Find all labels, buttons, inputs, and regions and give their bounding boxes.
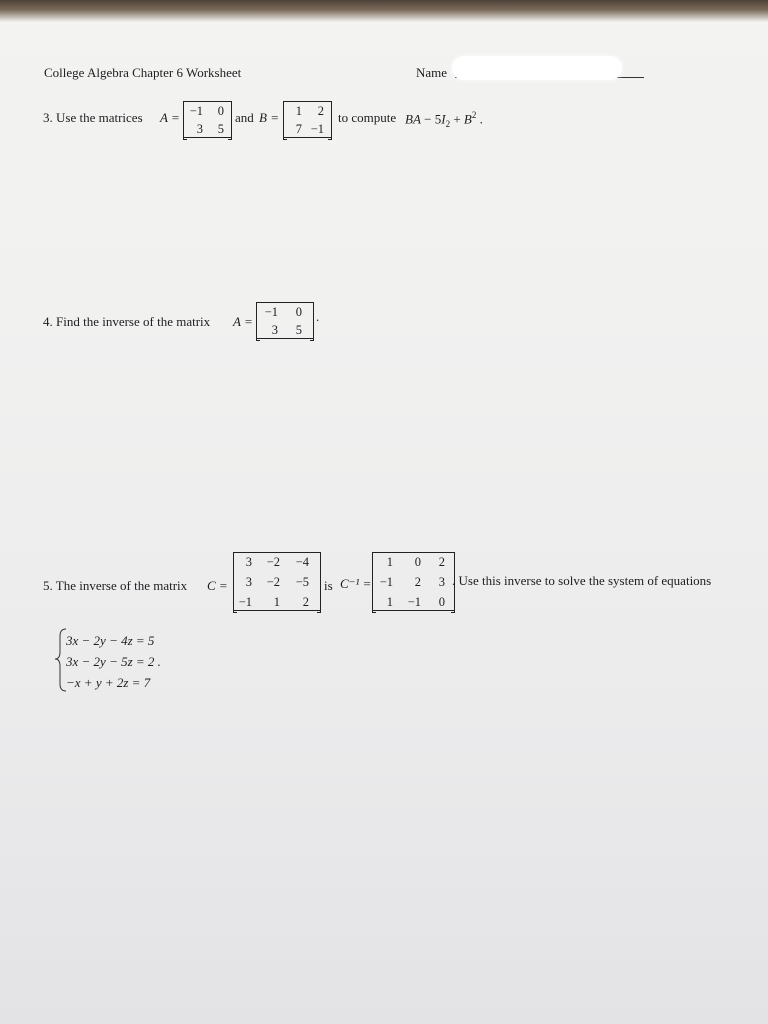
system-equation-2: 3x − 2y − 5z = 2 . bbox=[66, 654, 161, 669]
system-equation-3: −x + y + 2z = 7 bbox=[66, 675, 151, 690]
matrix-cell: −1 bbox=[379, 575, 393, 589]
matrix-cell: 0 bbox=[295, 305, 302, 319]
matrix-cell: 2 bbox=[317, 104, 324, 118]
q4-matrix-a bbox=[256, 302, 314, 340]
matrix-cell: 2 bbox=[414, 575, 421, 589]
matrix-cell: −1 bbox=[264, 305, 278, 319]
q5-c-label: C = bbox=[207, 578, 228, 593]
matrix-cell: 3 bbox=[438, 575, 445, 589]
q5-cinv-label: C⁻¹ = bbox=[340, 576, 372, 591]
matrix-cell: 2 bbox=[302, 595, 309, 609]
q5-matrix-c bbox=[233, 552, 321, 612]
matrix-cell: −2 bbox=[266, 555, 280, 569]
q4-dot: . bbox=[316, 309, 320, 324]
matrix-cell: 1 bbox=[295, 104, 302, 118]
matrix-cell: 7 bbox=[295, 122, 302, 136]
q3-matrix-b bbox=[283, 101, 332, 139]
q4-a-label: A = bbox=[233, 314, 253, 329]
matrix-cell: −2 bbox=[266, 575, 280, 589]
system-equation-1: 3x − 2y − 4z = 5 bbox=[66, 633, 155, 648]
matrix-cell: −4 bbox=[295, 555, 309, 569]
q5-lead: 5. The inverse of the matrix bbox=[43, 578, 188, 593]
q3-and: and bbox=[235, 110, 254, 125]
q3-tail: to compute bbox=[338, 110, 397, 125]
q5-is: is bbox=[324, 578, 333, 593]
matrix-cell: 3 bbox=[196, 122, 203, 136]
name-label: Name bbox=[416, 65, 448, 80]
matrix-cell: −1 bbox=[238, 595, 252, 609]
matrix-cell: 1 bbox=[386, 595, 393, 609]
matrix-cell: 5 bbox=[295, 323, 302, 337]
matrix-cell: 0 bbox=[414, 555, 421, 569]
matrix-cell: 1 bbox=[273, 595, 280, 609]
q5-matrix-cinv bbox=[372, 552, 455, 612]
q5-tail: . Use this inverse to solve the system of equations bbox=[452, 573, 712, 588]
matrix-cell: 0 bbox=[438, 595, 445, 609]
matrix-cell: 5 bbox=[217, 122, 224, 136]
matrix-cell: −5 bbox=[295, 575, 309, 589]
matrix-cell: 0 bbox=[217, 104, 224, 118]
matrix-cell: −1 bbox=[189, 104, 203, 118]
q3-expression: BA − $5I_2 + B^2$ . bbox=[405, 110, 483, 129]
q4-lead: 4. Find the inverse of the matrix bbox=[43, 314, 211, 329]
matrix-cell: 3 bbox=[271, 323, 278, 337]
matrix-cell: 1 bbox=[386, 555, 393, 569]
page-top-shadow bbox=[0, 0, 768, 22]
matrix-cell: −1 bbox=[310, 122, 324, 136]
q3-matrix-a bbox=[183, 101, 232, 139]
q3-b-label: B = bbox=[259, 110, 279, 125]
q3-lead: 3. Use the matrices bbox=[43, 110, 143, 125]
worksheet-title: College Algebra Chapter 6 Worksheet bbox=[44, 65, 242, 80]
matrix-cell: 2 bbox=[438, 555, 445, 569]
matrix-cell: 3 bbox=[245, 555, 252, 569]
q3-a-label: A = bbox=[160, 110, 180, 125]
matrix-cell: 3 bbox=[245, 575, 252, 589]
matrix-cell: −1 bbox=[407, 595, 421, 609]
redacted-name bbox=[452, 56, 622, 80]
